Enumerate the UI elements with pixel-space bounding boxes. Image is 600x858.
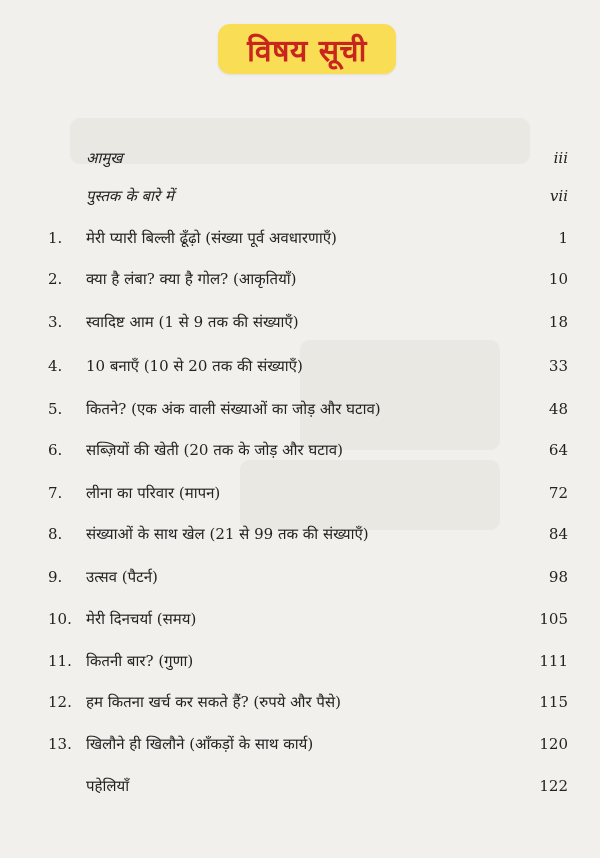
toc-number: 10. [48, 610, 72, 628]
toc-label: स्वादिष्ट आम (1 से 9 तक की संख्याएँ) [86, 313, 299, 331]
toc-label: खिलौने ही खिलौने (आँकड़ों के साथ कार्य) [86, 735, 314, 753]
toc-row-chapter-9 [0, 561, 600, 593]
toc-label: संख्याओं के साथ खेल (21 से 99 तक की संख्याएँ) [86, 525, 369, 543]
toc-number: 5. [48, 400, 63, 418]
toc-number: 13. [48, 735, 72, 753]
toc-page: 33 [548, 357, 568, 375]
toc-label: मेरी दिनचर्या (समय) [86, 610, 197, 628]
toc-row-chapter-2 [0, 263, 600, 295]
toc-row-preface [0, 142, 600, 174]
toc-row-puzzles [0, 770, 600, 802]
toc-number: 6. [48, 441, 63, 459]
toc-page: 98 [548, 568, 568, 586]
toc-label: लीना का परिवार (मापन) [86, 484, 221, 502]
toc-page: 72 [548, 484, 568, 502]
toc-row-chapter-4 [0, 350, 600, 382]
toc-label: कितनी बार? (गुणा) [86, 652, 194, 670]
toc-row-about-book [0, 180, 600, 212]
toc-page: 48 [548, 400, 568, 418]
toc-page: 10 [548, 270, 568, 288]
toc-row-chapter-6 [0, 434, 600, 466]
toc-page: 115 [539, 693, 568, 711]
toc-page: 122 [539, 777, 568, 795]
toc-label: सब्ज़ियों की खेती (20 तक के जोड़ और घटाव) [86, 441, 343, 459]
toc-row-chapter-3 [0, 306, 600, 338]
toc-page: 84 [548, 525, 568, 543]
toc-number: 8. [48, 525, 63, 543]
toc-label: क्या है लंबा? क्या है गोल? (आकृतियाँ) [86, 270, 297, 288]
toc-number: 4. [48, 357, 63, 375]
toc-page: 64 [548, 441, 568, 459]
toc-row-chapter-13 [0, 728, 600, 760]
toc-row-chapter-7 [0, 477, 600, 509]
toc-row-chapter-11 [0, 645, 600, 677]
toc-row-chapter-12 [0, 686, 600, 718]
toc-number: 11. [48, 652, 72, 670]
toc-label: 10 बनाएँ (10 से 20 तक की संख्याएँ) [86, 357, 303, 375]
toc-label: आमुख [86, 149, 123, 167]
toc-number: 2. [48, 270, 63, 288]
toc-page: 111 [539, 652, 568, 670]
toc-label: पहेलियाँ [86, 777, 130, 795]
toc-number: 3. [48, 313, 63, 331]
toc-page: 18 [548, 313, 568, 331]
toc-number: 7. [48, 484, 63, 502]
toc-label: मेरी प्यारी बिल्ली ढूँढ़ो (संख्या पूर्व अवधारणाएँ) [86, 229, 337, 247]
toc-label: हम कितना खर्च कर सकते हैं? (रुपये और पैसे) [86, 693, 341, 711]
toc-number: 1. [48, 229, 63, 247]
toc-page: 1 [558, 229, 568, 247]
toc-number: 9. [48, 568, 63, 586]
toc-row-chapter-10 [0, 603, 600, 635]
toc-row-chapter-5 [0, 393, 600, 425]
toc-page: 105 [539, 610, 568, 628]
toc-row-chapter-8 [0, 518, 600, 550]
toc-page: vii [549, 187, 568, 205]
toc-row-chapter-1 [0, 222, 600, 254]
toc-label: उत्सव (पैटर्न) [86, 568, 158, 586]
toc-page: iii [553, 149, 568, 167]
toc-number: 12. [48, 693, 72, 711]
toc-label: पुस्तक के बारे में [86, 187, 174, 205]
toc-label: कितने? (एक अंक वाली संख्याओं का जोड़ और घटाव) [86, 400, 381, 418]
toc-page: 120 [539, 735, 568, 753]
page-title: विषय सूची [247, 33, 367, 69]
